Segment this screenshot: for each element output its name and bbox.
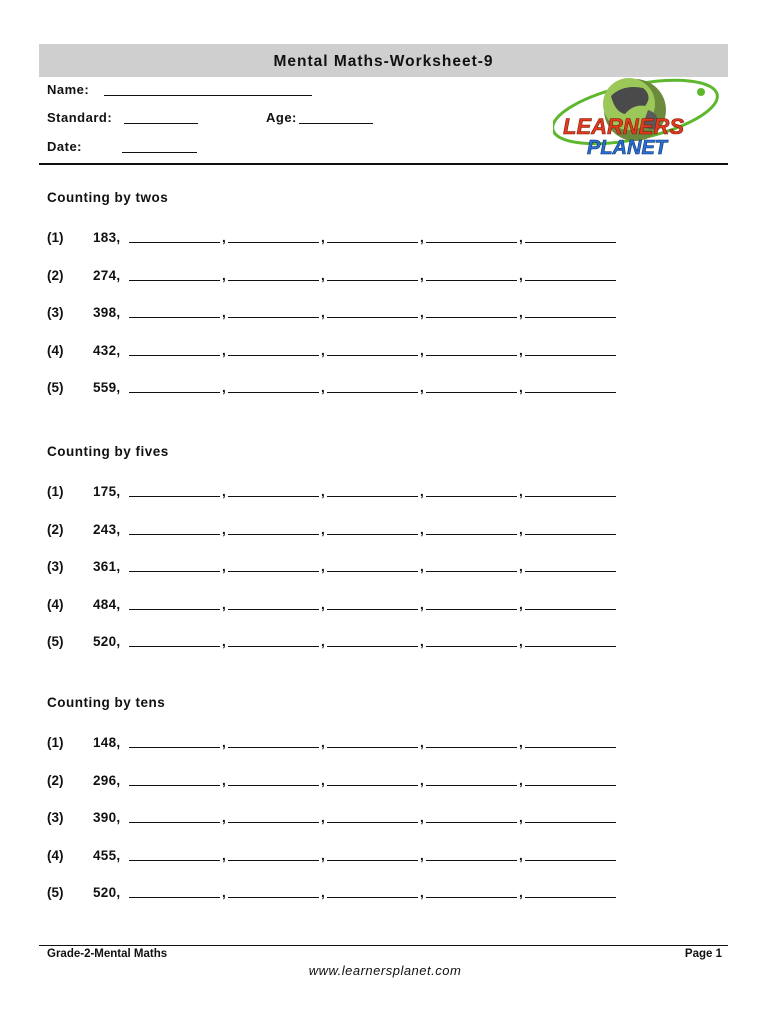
footer-page-number: Page 1 xyxy=(684,948,722,960)
answer-blank[interactable] xyxy=(426,355,517,356)
answer-blank[interactable] xyxy=(129,897,220,898)
start-number: 390, xyxy=(93,810,121,825)
question-row xyxy=(47,885,627,901)
section-title: Counting by fives xyxy=(47,444,169,459)
answer-blank[interactable] xyxy=(129,355,220,356)
name-field[interactable] xyxy=(104,83,312,96)
answer-blank[interactable] xyxy=(327,609,418,610)
footer-divider xyxy=(39,945,728,946)
separator-comma: , xyxy=(420,342,424,358)
answer-blank[interactable] xyxy=(228,897,319,898)
answer-blank[interactable] xyxy=(327,747,418,748)
section-title: Counting by twos xyxy=(47,190,169,205)
question-number: (4) xyxy=(47,847,64,863)
separator-comma: , xyxy=(420,230,424,245)
separator-comma: , xyxy=(222,810,226,825)
question-number: (5) xyxy=(47,885,64,900)
question-row xyxy=(47,268,627,284)
answer-blank[interactable] xyxy=(525,897,616,898)
answer-blank[interactable] xyxy=(525,860,616,861)
separator-comma: , xyxy=(519,634,523,649)
separator-comma: , xyxy=(519,521,523,537)
question-number: (3) xyxy=(47,559,64,574)
start-number: 183, xyxy=(93,230,121,245)
separator-comma: , xyxy=(420,847,424,863)
answer-blank[interactable] xyxy=(327,280,418,281)
logo-text-learners: LEARNERS xyxy=(563,114,685,139)
separator-comma: , xyxy=(420,885,424,900)
separator-comma: , xyxy=(321,772,325,788)
separator-comma: , xyxy=(420,735,424,750)
question-row xyxy=(47,735,627,751)
question-number: (1) xyxy=(47,230,64,245)
answer-blank[interactable] xyxy=(525,355,616,356)
question-row xyxy=(47,380,627,396)
section-title: Counting by tens xyxy=(47,695,166,710)
learners-planet-logo xyxy=(553,74,723,166)
answer-blank[interactable] xyxy=(228,242,319,243)
answer-blank[interactable] xyxy=(129,571,220,572)
question-number: (1) xyxy=(47,484,64,499)
separator-comma: , xyxy=(519,342,523,358)
separator-comma: , xyxy=(420,634,424,649)
question-row xyxy=(47,848,627,864)
answer-blank[interactable] xyxy=(525,496,616,497)
standard-label: Standard: xyxy=(47,110,113,125)
start-number: 559, xyxy=(93,380,121,395)
start-number: 520, xyxy=(93,634,121,649)
separator-comma: , xyxy=(321,521,325,537)
answer-blank[interactable] xyxy=(525,534,616,535)
answer-blank[interactable] xyxy=(129,496,220,497)
answer-blank[interactable] xyxy=(129,534,220,535)
answer-blank[interactable] xyxy=(525,317,616,318)
separator-comma: , xyxy=(222,885,226,900)
start-number: 296, xyxy=(93,772,121,788)
question-number: (3) xyxy=(47,305,64,320)
answer-blank[interactable] xyxy=(525,571,616,572)
answer-blank[interactable] xyxy=(426,317,517,318)
answer-blank[interactable] xyxy=(327,317,418,318)
separator-comma: , xyxy=(321,847,325,863)
answer-blank[interactable] xyxy=(327,785,418,786)
answer-blank[interactable] xyxy=(327,646,418,647)
question-number: (3) xyxy=(47,810,64,825)
answer-blank[interactable] xyxy=(129,646,220,647)
separator-comma: , xyxy=(420,380,424,395)
age-field[interactable] xyxy=(299,111,373,124)
separator-comma: , xyxy=(321,230,325,245)
question-row xyxy=(47,305,627,321)
question-number: (5) xyxy=(47,380,64,395)
question-row xyxy=(47,597,627,613)
answer-blank[interactable] xyxy=(228,822,319,823)
answer-blank[interactable] xyxy=(426,785,517,786)
answer-blank[interactable] xyxy=(327,242,418,243)
separator-comma: , xyxy=(321,342,325,358)
separator-comma: , xyxy=(519,559,523,574)
answer-blank[interactable] xyxy=(228,496,319,497)
separator-comma: , xyxy=(222,380,226,395)
separator-comma: , xyxy=(321,735,325,750)
answer-blank[interactable] xyxy=(426,496,517,497)
answer-blank[interactable] xyxy=(327,860,418,861)
separator-comma: , xyxy=(420,559,424,574)
separator-comma: , xyxy=(321,885,325,900)
logo-text-planet: PLANET xyxy=(587,137,667,159)
answer-blank[interactable] xyxy=(228,609,319,610)
separator-comma: , xyxy=(519,596,523,612)
separator-comma: , xyxy=(519,735,523,750)
answer-blank[interactable] xyxy=(228,747,319,748)
answer-blank[interactable] xyxy=(228,571,319,572)
answer-blank[interactable] xyxy=(525,609,616,610)
separator-comma: , xyxy=(519,380,523,395)
question-row xyxy=(47,522,627,538)
separator-comma: , xyxy=(420,810,424,825)
answer-blank[interactable] xyxy=(525,747,616,748)
question-number: (4) xyxy=(47,596,64,612)
age-label: Age: xyxy=(266,110,297,125)
date-label: Date: xyxy=(47,139,83,154)
answer-blank[interactable] xyxy=(525,280,616,281)
answer-blank[interactable] xyxy=(228,392,319,393)
start-number: 175, xyxy=(93,484,121,499)
question-row xyxy=(47,484,627,500)
start-number: 361, xyxy=(93,559,121,574)
separator-comma: , xyxy=(222,267,226,283)
question-number: (1) xyxy=(47,735,64,750)
answer-blank[interactable] xyxy=(228,646,319,647)
question-row xyxy=(47,230,627,246)
separator-comma: , xyxy=(420,772,424,788)
answer-blank[interactable] xyxy=(129,609,220,610)
question-row xyxy=(47,343,627,359)
answer-blank[interactable] xyxy=(525,242,616,243)
separator-comma: , xyxy=(420,596,424,612)
separator-comma: , xyxy=(222,735,226,750)
question-number: (2) xyxy=(47,521,64,537)
separator-comma: , xyxy=(519,885,523,900)
question-row xyxy=(47,773,627,789)
answer-blank[interactable] xyxy=(228,785,319,786)
answer-blank[interactable] xyxy=(228,534,319,535)
answer-blank[interactable] xyxy=(426,646,517,647)
start-number: 455, xyxy=(93,847,121,863)
answer-blank[interactable] xyxy=(426,609,517,610)
answer-blank[interactable] xyxy=(426,897,517,898)
start-number: 484, xyxy=(93,596,121,612)
separator-comma: , xyxy=(222,521,226,537)
header-divider xyxy=(39,163,728,165)
separator-comma: , xyxy=(519,810,523,825)
answer-blank[interactable] xyxy=(129,392,220,393)
start-number: 243, xyxy=(93,521,121,537)
answer-blank[interactable] xyxy=(426,392,517,393)
separator-comma: , xyxy=(222,596,226,612)
separator-comma: , xyxy=(222,634,226,649)
answer-blank[interactable] xyxy=(228,317,319,318)
separator-comma: , xyxy=(321,559,325,574)
answer-blank[interactable] xyxy=(327,897,418,898)
answer-blank[interactable] xyxy=(327,392,418,393)
answer-blank[interactable] xyxy=(129,822,220,823)
answer-blank[interactable] xyxy=(426,822,517,823)
question-row xyxy=(47,634,627,650)
answer-blank[interactable] xyxy=(327,571,418,572)
answer-blank[interactable] xyxy=(129,860,220,861)
question-number: (2) xyxy=(47,772,64,788)
answer-blank[interactable] xyxy=(426,571,517,572)
answer-blank[interactable] xyxy=(228,860,319,861)
separator-comma: , xyxy=(222,772,226,788)
standard-field[interactable] xyxy=(124,111,198,124)
separator-comma: , xyxy=(321,267,325,283)
answer-blank[interactable] xyxy=(327,822,418,823)
answer-blank[interactable] xyxy=(327,534,418,535)
separator-comma: , xyxy=(519,267,523,283)
separator-comma: , xyxy=(222,230,226,245)
footer-url[interactable]: www.learnersplanet.com xyxy=(308,963,462,978)
separator-comma: , xyxy=(321,484,325,499)
answer-blank[interactable] xyxy=(129,317,220,318)
question-number: (4) xyxy=(47,342,64,358)
answer-blank[interactable] xyxy=(129,280,220,281)
answer-blank[interactable] xyxy=(129,785,220,786)
answer-blank[interactable] xyxy=(327,355,418,356)
separator-comma: , xyxy=(420,521,424,537)
separator-comma: , xyxy=(222,342,226,358)
answer-blank[interactable] xyxy=(426,860,517,861)
separator-comma: , xyxy=(321,305,325,320)
start-number: 148, xyxy=(93,735,121,750)
answer-blank[interactable] xyxy=(525,822,616,823)
separator-comma: , xyxy=(222,305,226,320)
question-row xyxy=(47,559,627,575)
answer-blank[interactable] xyxy=(426,534,517,535)
answer-blank[interactable] xyxy=(327,496,418,497)
answer-blank[interactable] xyxy=(228,280,319,281)
start-number: 398, xyxy=(93,305,121,320)
answer-blank[interactable] xyxy=(426,747,517,748)
separator-comma: , xyxy=(222,484,226,499)
separator-comma: , xyxy=(222,559,226,574)
separator-comma: , xyxy=(222,847,226,863)
answer-blank[interactable] xyxy=(228,355,319,356)
separator-comma: , xyxy=(519,484,523,499)
answer-blank[interactable] xyxy=(525,646,616,647)
date-field[interactable] xyxy=(122,140,197,153)
start-number: 520, xyxy=(93,885,121,900)
worksheet-title: Mental Maths-Worksheet-9 xyxy=(39,44,728,77)
answer-blank[interactable] xyxy=(525,785,616,786)
footer-grade: Grade-2-Mental Maths xyxy=(47,948,168,960)
answer-blank[interactable] xyxy=(426,242,517,243)
separator-comma: , xyxy=(519,305,523,320)
separator-comma: , xyxy=(321,380,325,395)
answer-blank[interactable] xyxy=(525,392,616,393)
separator-comma: , xyxy=(519,847,523,863)
start-number: 274, xyxy=(93,267,121,283)
question-number: (5) xyxy=(47,634,64,649)
answer-blank[interactable] xyxy=(426,280,517,281)
separator-comma: , xyxy=(420,484,424,499)
separator-comma: , xyxy=(519,772,523,788)
separator-comma: , xyxy=(321,596,325,612)
separator-comma: , xyxy=(321,810,325,825)
start-number: 432, xyxy=(93,342,121,358)
name-label: Name: xyxy=(47,82,90,97)
separator-comma: , xyxy=(519,230,523,245)
separator-comma: , xyxy=(321,634,325,649)
separator-comma: , xyxy=(420,305,424,320)
question-number: (2) xyxy=(47,267,64,283)
answer-blank[interactable] xyxy=(129,747,220,748)
question-row xyxy=(47,810,627,826)
answer-blank[interactable] xyxy=(129,242,220,243)
separator-comma: , xyxy=(420,267,424,283)
